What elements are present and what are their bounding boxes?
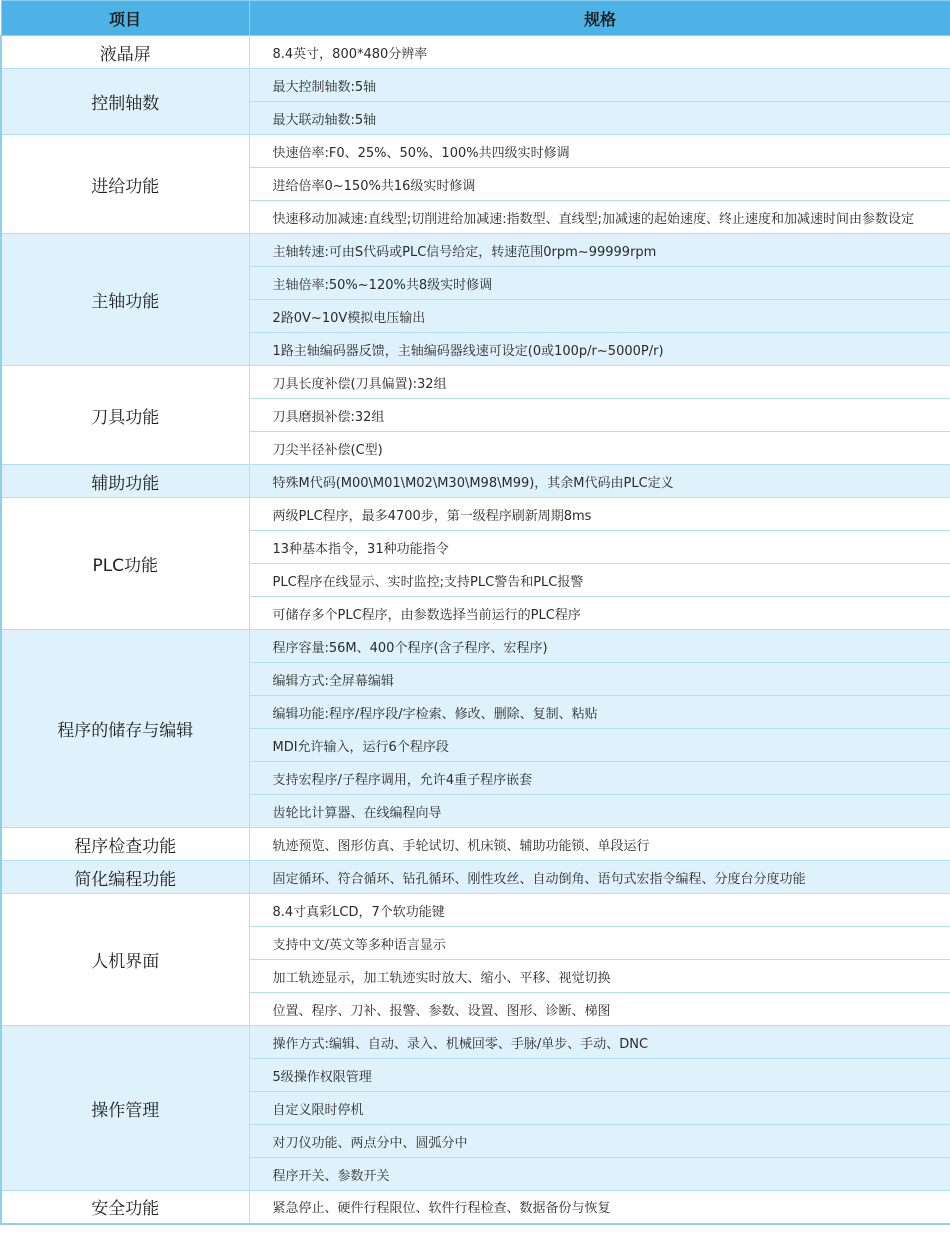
category-cell: 辅助功能 [1, 465, 249, 498]
spec-cell: 8.4英寸，800*480分辨率 [249, 36, 950, 69]
spec-group [1, 36, 950, 69]
spec-cell: 进给倍率0~150%共16级实时修调 [249, 168, 950, 201]
spec-group [1, 498, 950, 630]
header-item: 项目 [1, 1, 249, 36]
category-cell: 操作管理 [1, 1026, 249, 1191]
spec-cell: 编辑方式:全屏幕编辑 [249, 663, 950, 696]
spec-cell: 程序容量:56M、400个程序(含子程序、宏程序) [249, 630, 950, 663]
spec-cell: 紧急停止、硬件行程限位、软件行程检查、数据备份与恢复 [249, 1191, 950, 1224]
spec-group [1, 894, 950, 1026]
spec-cell: 最大控制轴数:5轴 [249, 69, 950, 102]
spec-cell: 可储存多个PLC程序，由参数选择当前运行的PLC程序 [249, 597, 950, 630]
spec-group [1, 861, 950, 894]
spec-cell: 支持中文/英文等多种语言显示 [249, 927, 950, 960]
table-row [1, 894, 950, 927]
spec-cell: 程序开关、参数开关 [249, 1158, 950, 1191]
spec-group [1, 465, 950, 498]
header-spec: 规格 [249, 1, 950, 36]
spec-cell: 快速倍率:F0、25%、50%、100%共四级实时修调 [249, 135, 950, 168]
category-cell: 程序的储存与编辑 [1, 630, 249, 828]
spec-cell: 8.4寸真彩LCD，7个软功能键 [249, 894, 950, 927]
spec-cell: 支持宏程序/子程序调用，允许4重子程序嵌套 [249, 762, 950, 795]
spec-group [1, 1191, 950, 1224]
spec-cell: 操作方式:编辑、自动、录入、机械回零、手脉/单步、手动、DNC [249, 1026, 950, 1059]
spec-cell: PLC程序在线显示、实时监控;支持PLC警告和PLC报警 [249, 564, 950, 597]
spec-group [1, 234, 950, 366]
category-cell: PLC功能 [1, 498, 249, 630]
table-row [1, 498, 950, 531]
table-row [1, 828, 950, 861]
spec-group [1, 69, 950, 135]
spec-cell: 刀尖半径补偿(C型) [249, 432, 950, 465]
spec-cell: 主轴倍率:50%~120%共8级实时修调 [249, 267, 950, 300]
spec-cell: 刀具长度补偿(刀具偏置):32组 [249, 366, 950, 399]
category-cell: 液晶屏 [1, 36, 249, 69]
header-row [1, 1, 950, 36]
spec-cell: 加工轨迹显示，加工轨迹实时放大、缩小、平移、视觉切换 [249, 960, 950, 993]
table-row [1, 36, 950, 69]
spec-cell: 位置、程序、刀补、报警、参数、设置、图形、诊断、梯图 [249, 993, 950, 1026]
table-row [1, 366, 950, 399]
spec-cell: 2路0V~10V模拟电压输出 [249, 300, 950, 333]
spec-cell: 1路主轴编码器反馈，主轴编码器线速可设定(0或100p/r~5000P/r) [249, 333, 950, 366]
spec-cell: MDI允许输入，运行6个程序段 [249, 729, 950, 762]
spec-cell: 轨迹预览、图形仿真、手轮试切、机床锁、辅助功能锁、单段运行 [249, 828, 950, 861]
spec-cell: 刀具磨损补偿:32组 [249, 399, 950, 432]
spec-cell: 自定义限时停机 [249, 1092, 950, 1125]
table-row [1, 234, 950, 267]
category-cell: 进给功能 [1, 135, 249, 234]
spec-cell: 对刀仪功能、两点分中、圆弧分中 [249, 1125, 950, 1158]
category-cell: 刀具功能 [1, 366, 249, 465]
spec-cell: 13种基本指令，31种功能指令 [249, 531, 950, 564]
spec-cell: 快速移动加减速:直线型;切削进给加减速:指数型、直线型;加减速的起始速度、终止速度和加减速时间由参数设定 [249, 201, 950, 234]
category-cell: 控制轴数 [1, 69, 249, 135]
spec-cell: 两级PLC程序，最多4700步，第一级程序刷新周期8ms [249, 498, 950, 531]
category-cell: 人机界面 [1, 894, 249, 1026]
spec-group [1, 1026, 950, 1191]
spec-group [1, 135, 950, 234]
category-cell: 程序检查功能 [1, 828, 249, 861]
spec-cell: 5级操作权限管理 [249, 1059, 950, 1092]
table-row [1, 630, 950, 663]
category-cell: 主轴功能 [1, 234, 249, 366]
table-row [1, 1191, 950, 1224]
table-row [1, 861, 950, 894]
spec-cell: 特殊M代码(M00\M01\M02\M30\M98\M99)，其余M代码由PLC定义 [249, 465, 950, 498]
spec-cell: 编辑功能:程序/程序段/字检索、修改、删除、复制、粘贴 [249, 696, 950, 729]
table-row [1, 465, 950, 498]
spec-group [1, 630, 950, 828]
spec-cell: 主轴转速:可由S代码或PLC信号给定，转速范围0rpm~99999rpm [249, 234, 950, 267]
spec-group [1, 366, 950, 465]
category-cell: 安全功能 [1, 1191, 249, 1224]
table-row [1, 1026, 950, 1059]
spec-cell: 固定循环、符合循环、钻孔循环、刚性攻丝、自动倒角、语句式宏指令编程、分度台分度功能 [249, 861, 950, 894]
spec-group [1, 828, 950, 861]
table-row [1, 69, 950, 102]
spec-cell: 齿轮比计算器、在线编程向导 [249, 795, 950, 828]
spec-cell: 最大联动轴数:5轴 [249, 102, 950, 135]
category-cell: 简化编程功能 [1, 861, 249, 894]
table-row [1, 135, 950, 168]
